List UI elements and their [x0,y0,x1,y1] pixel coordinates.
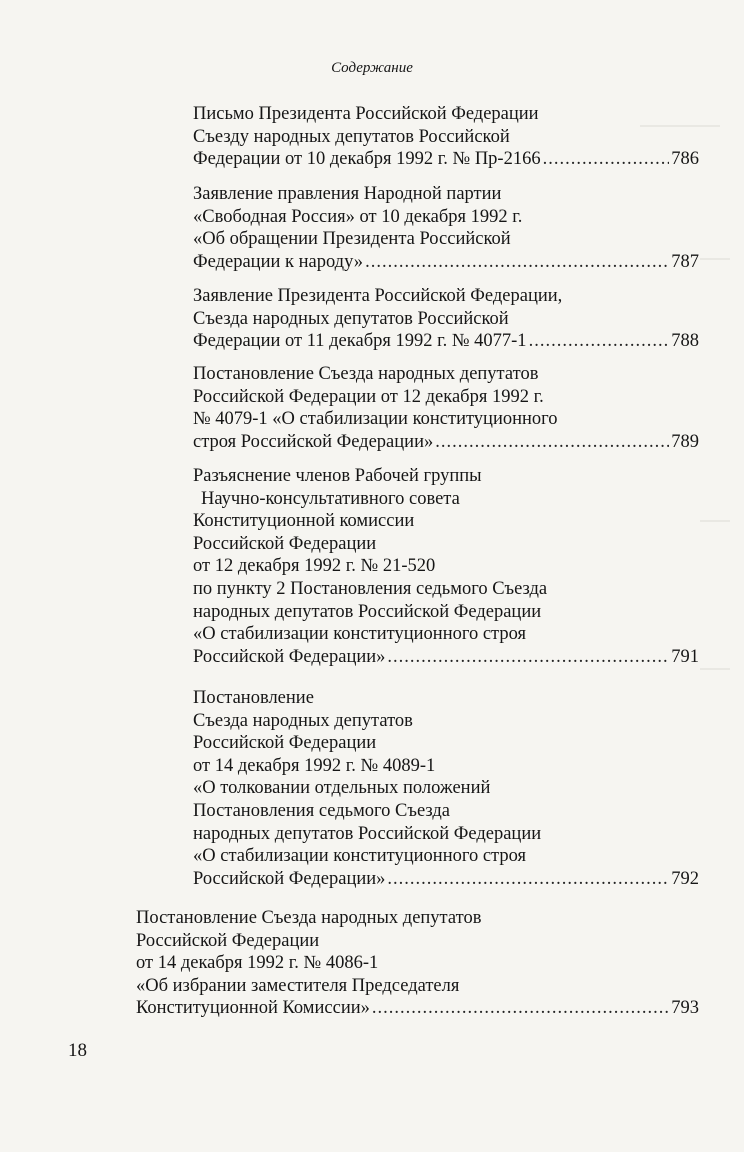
bleed-through-mark [700,520,730,522]
dot-leader [372,997,669,1020]
toc-entry-line: Постановление [193,688,314,708]
toc-entry-line: Российской Федерации [136,930,320,951]
toc-entry-line: Заявление правления Народной партии [193,184,502,204]
toc-entry [193,687,699,890]
toc-entry [193,183,699,273]
dot-leader [435,431,669,454]
toc-page-number: 789 [671,431,699,452]
toc-entry-line: Разъяснение членов Рабочей группы [193,466,482,486]
toc-entry-last-line [193,330,699,353]
dot-leader [365,251,669,274]
dot-leader [529,330,670,353]
toc-entry-line: Конституционной комиссии [193,511,415,532]
toc-entry [193,285,699,353]
toc-entry-line: Российской Федерации» [193,868,386,889]
toc-entry-line: Российской Федерации от 12 декабря 1992 г. [193,386,544,407]
toc-entry-line: от 12 декабря 1992 г. № 21-520 [193,556,436,577]
toc-entry [193,465,699,668]
toc-entry [136,907,699,1020]
toc-entry-line: Съезда народных депутатов Российской [193,308,509,329]
toc-entry-line: Федерации от 11 декабря 1992 г. № 4077-1 [193,331,527,352]
toc-entry-line: народных депутатов Российской Федерации [193,601,542,622]
toc-entry-line: Российской Федерации [193,733,377,754]
toc-entry-last-line [193,251,699,274]
toc-entry-line: от 14 декабря 1992 г. № 4086-1 [136,953,379,974]
toc-entry [193,103,699,171]
toc-entry-line: Письмо Президента Российской Федерации [193,104,539,124]
toc-entry-line: по пункту 2 Постановления седьмого Съезда [193,578,548,599]
toc-entry-last-line [193,148,699,171]
dot-leader [387,646,669,669]
dot-leader [387,868,669,891]
toc-entry-line: Российской Федерации [193,533,377,554]
toc-page-number: 791 [671,646,699,667]
toc-entry-line: от 14 декабря 1992 г. № 4089-1 [193,755,436,776]
toc-entry-line: народных депутатов Российской Федерации [193,823,542,844]
toc-entry-last-line [136,997,699,1020]
bleed-through-mark [700,668,730,670]
toc-entry-last-line [193,431,699,454]
toc-entry-line: Конституционной Комиссии» [136,998,370,1019]
toc-page-number: 787 [671,251,699,272]
bleed-through-mark [700,258,730,260]
toc-page-number: 786 [671,149,699,170]
toc-page-number: 792 [671,868,699,889]
toc-entry-line: № 4079-1 «О стабилизации конституционного [193,409,558,430]
toc-entry-line: «О стабилизации конституционного строя [193,846,527,867]
toc-entry-line: Съезду народных депутатов Российской [193,126,510,147]
toc-entry-line: Постановление Съезда народных депутатов [193,364,539,384]
toc-entry-last-line [193,646,699,669]
toc-entry-line: Федерации от 10 декабря 1992 г. № Пр-2166 [193,149,541,170]
toc-entry-line: «Свободная Россия» от 10 декабря 1992 г. [193,206,523,227]
folio-page-number: 18 [68,1040,87,1061]
toc-entry-line: «О стабилизации конституционного строя [193,624,527,645]
toc-entry-line: строя Российской Федерации» [193,431,434,452]
toc-entry-last-line [193,868,699,891]
running-title: Содержание [331,60,413,76]
toc-entry-line: Постановления седьмого Съезда [193,800,450,821]
toc-entry-line: Заявление Президента Российской Федерации, [193,286,563,306]
toc-entry [193,363,699,453]
dot-leader [543,148,670,171]
toc-entry-line: Постановление Съезда народных депутатов [136,908,482,928]
toc-page-number: 793 [671,998,699,1019]
toc-entry-line: Научно-консультативного совета [201,488,460,509]
toc-entry-line: «Об избрании заместителя Председателя [136,975,460,996]
toc-page-number: 788 [671,331,699,352]
toc-entry-line: Съезда народных депутатов [193,710,413,731]
toc-entry-line: «Об обращении Президента Российской [193,229,511,250]
toc-entry-line: Российской Федерации» [193,646,386,667]
toc-entry-line: Федерации к народу» [193,251,364,272]
toc-entry-line: «О толковании отдельных положений [193,778,491,799]
